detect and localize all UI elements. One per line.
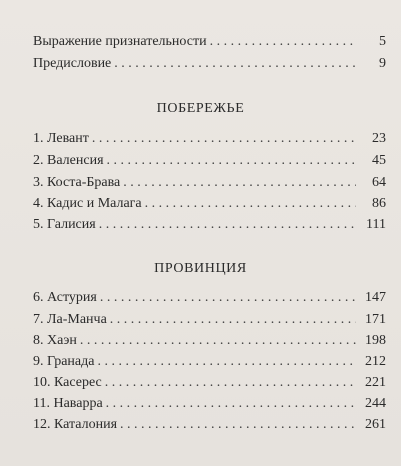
toc-entry-title: 4. Кадис и Малага <box>33 196 142 211</box>
toc-entry-title: 12. Каталония <box>33 417 118 432</box>
toc-entry-title: 10. Касерес <box>33 375 102 390</box>
toc-entry <box>33 310 386 330</box>
leader-dots <box>99 215 356 235</box>
leader-dots <box>105 373 356 393</box>
toc-entry-title: 5. Галисия <box>33 217 96 232</box>
leader-dots <box>145 194 356 214</box>
toc-entry-page: 5 <box>379 34 386 49</box>
toc-entry-page: 9 <box>379 56 386 71</box>
toc-entry-title: 6. Астурия <box>33 290 97 305</box>
leader-dots <box>210 32 356 52</box>
section-heading: ПРОВИНЦИЯ <box>154 261 247 276</box>
toc-entry-title: 11. Наварра <box>33 396 103 411</box>
toc-entry <box>33 394 386 414</box>
toc-entry <box>33 352 386 372</box>
toc-entry-page: 221 <box>365 375 386 390</box>
toc-entry <box>33 173 386 193</box>
leader-dots <box>106 394 356 414</box>
toc-entry-page: 45 <box>372 153 386 168</box>
toc-entry-page: 86 <box>372 196 386 211</box>
leader-dots <box>80 331 356 351</box>
leader-dots <box>107 151 356 171</box>
toc-entry <box>33 32 386 52</box>
toc-entry <box>33 331 386 351</box>
toc-entry-page: 261 <box>365 417 386 432</box>
toc-entry-title: 1. Левант <box>33 131 89 146</box>
toc-entry-page: 64 <box>372 175 386 190</box>
toc-entry <box>33 288 386 308</box>
leader-dots <box>123 173 356 193</box>
toc-entry-title: 3. Коста-Брава <box>33 175 121 190</box>
toc-entry-title: Выражение признательности <box>33 34 207 49</box>
toc-entry-title: 9. Гранада <box>33 354 95 369</box>
toc-entry <box>33 194 386 214</box>
toc-entry-page: 111 <box>366 217 386 232</box>
toc-entry-title: 7. Ла-Манча <box>33 312 107 327</box>
leader-dots <box>92 129 356 149</box>
toc-entry-page: 147 <box>365 290 386 305</box>
toc-entry <box>33 215 386 235</box>
toc-entry-title: 2. Валенсия <box>33 153 104 168</box>
leader-dots <box>110 310 356 330</box>
leader-dots <box>97 352 356 372</box>
section-heading: ПОБЕРЕЖЬЕ <box>156 101 245 116</box>
toc-entry <box>33 151 386 171</box>
toc-entry <box>33 373 386 393</box>
toc-entry-page: 171 <box>365 312 386 327</box>
toc-entry-title: 8. Хаэн <box>33 333 77 348</box>
leader-dots <box>114 54 356 74</box>
leader-dots <box>100 288 356 308</box>
toc-entry-title: Предисловие <box>33 56 112 71</box>
toc-entry-page: 198 <box>365 333 386 348</box>
toc-entry-page: 212 <box>365 354 386 369</box>
toc-entry <box>33 129 386 149</box>
toc-entry-page: 244 <box>365 396 386 411</box>
toc-entry <box>33 415 386 435</box>
leader-dots <box>120 415 356 435</box>
toc-entry <box>33 54 386 74</box>
toc-entry-page: 23 <box>372 131 386 146</box>
